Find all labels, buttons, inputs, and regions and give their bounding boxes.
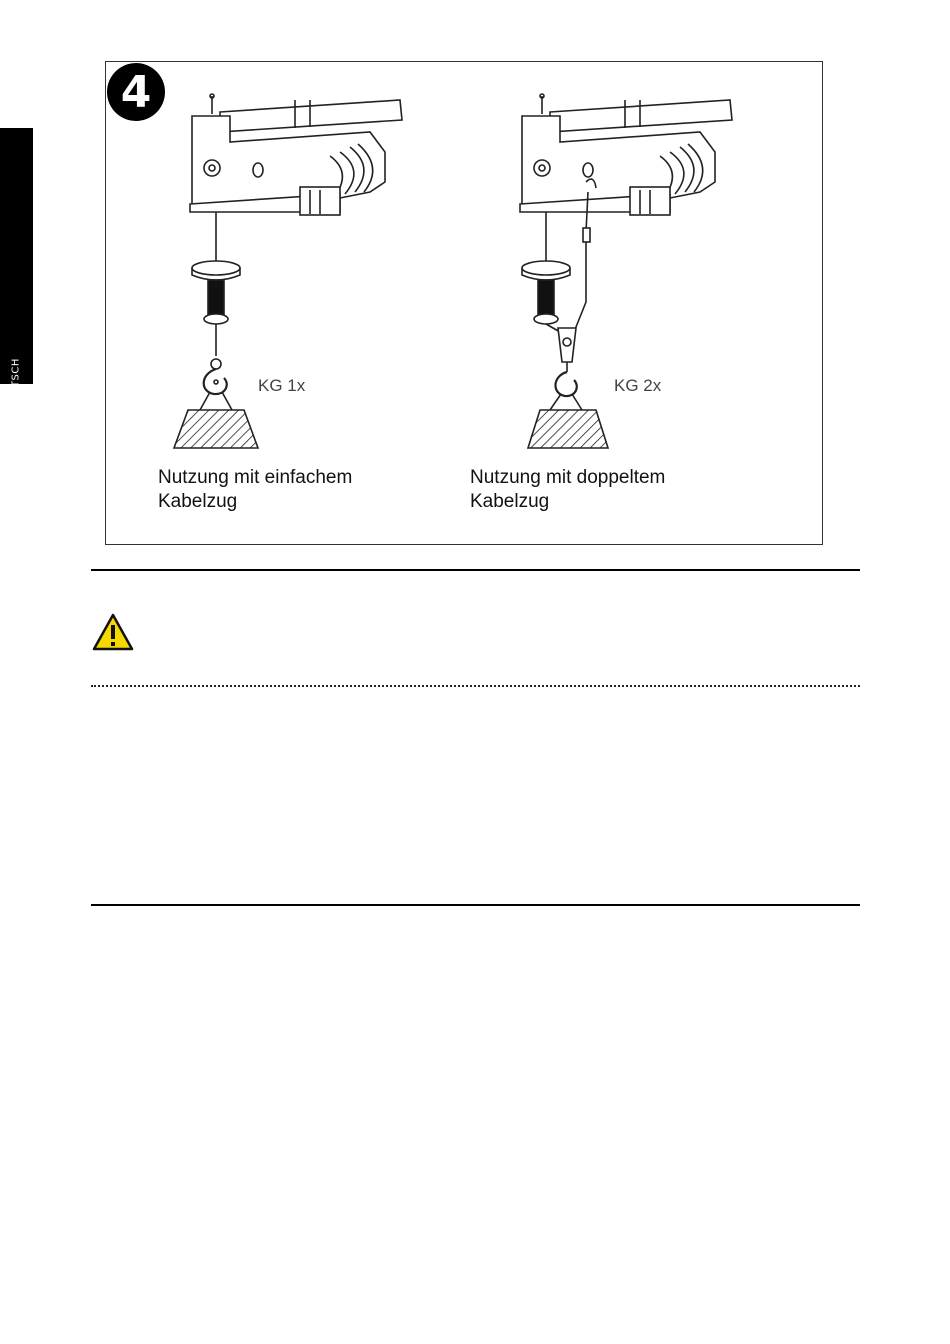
section-divider-top xyxy=(91,569,860,571)
caption-double-line1: Nutzung mit doppeltem xyxy=(470,467,666,488)
caption-double-cable xyxy=(470,466,665,514)
section-divider-bottom xyxy=(91,904,860,906)
step-number-badge: 4 xyxy=(107,63,165,121)
kg-label-single: KG 1x xyxy=(258,376,306,395)
warning-triangle-icon xyxy=(92,613,134,651)
caption-single-line2: Kabelzug xyxy=(158,491,238,512)
caption-single-cable xyxy=(158,466,352,514)
dotted-separator xyxy=(91,685,860,687)
hoist-single-cable-illustration xyxy=(170,92,430,452)
caption-single-line1: Nutzung mit einfachem xyxy=(158,467,353,488)
kg-label-double: KG 2x xyxy=(614,376,662,395)
side-tab-label: DEUTSCH xyxy=(10,358,22,410)
side-language-tab xyxy=(0,128,33,410)
hoist-double-cable-illustration xyxy=(500,92,760,452)
caption-double-line2: Kabelzug xyxy=(470,491,550,512)
